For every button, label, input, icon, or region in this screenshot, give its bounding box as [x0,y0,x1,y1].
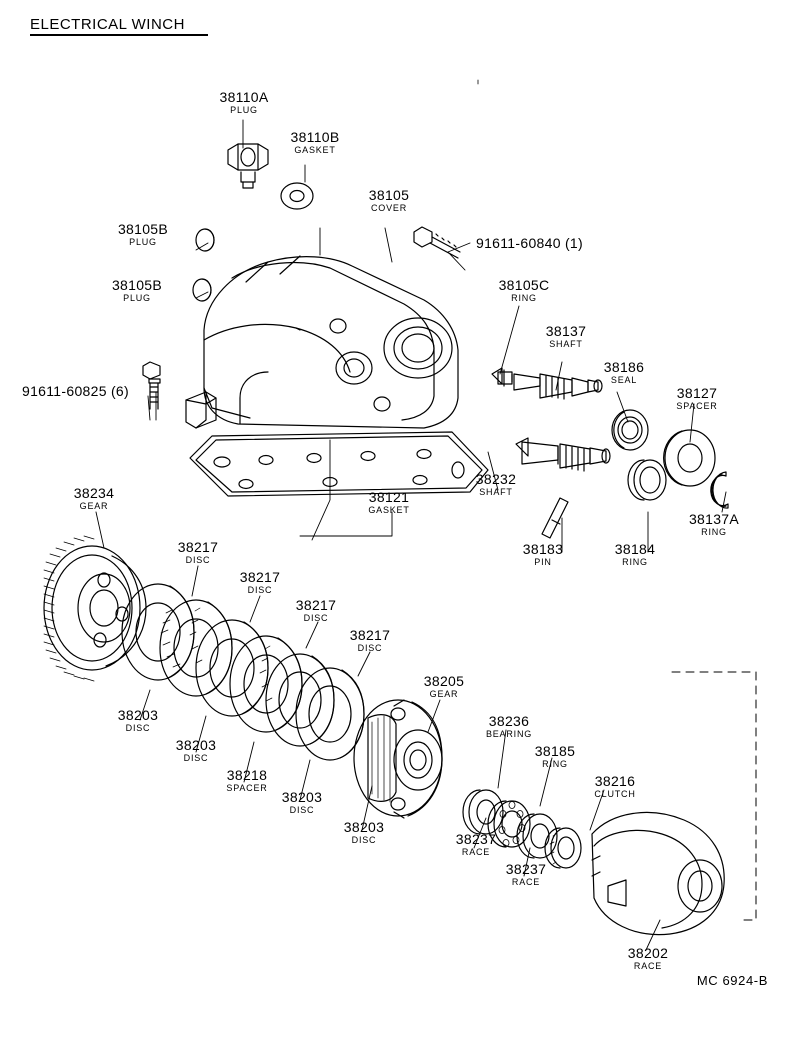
callout-38217-4: 38217 DISC [349,627,391,653]
callout-38105b-lower: 38105B PLUG [111,277,163,303]
callout-38232: 38232 SHAFT [475,471,517,497]
callout-38186: 38186 SEAL [603,359,645,385]
callout-38216: 38216 CLUTCH [594,773,636,799]
callout-38137: 38137 SHAFT [545,323,587,349]
callout-38202: 38202 RACE [627,945,669,971]
diagram-code: MC 6924-B [696,973,768,988]
callout-38203-3: 38203 DISC [281,789,323,815]
callout-38217-2: 38217 DISC [239,569,281,595]
callout-38137a: 38137A RING [688,511,740,537]
callout-38110a: 38110A PLUG [219,89,269,115]
callout-38203-2: 38203 DISC [175,737,217,763]
callout-38203-4: 38203 DISC [343,819,385,845]
callout-38185: 38185 RING [534,743,576,769]
page-title: ELECTRICAL WINCH [30,16,185,33]
callout-38105: 38105 COVER [368,187,410,213]
callout-38110b: 38110B GASKET [290,129,340,155]
callout-91611-60825: 91611-60825 (6) [22,383,129,399]
callout-38121: 38121 GASKET [368,489,410,515]
callout-38203-1: 38203 DISC [117,707,159,733]
callout-38183: 38183 PIN [522,541,564,567]
callout-38236: 38236 BEARING [485,713,533,739]
callout-38217-1: 38217 DISC [177,539,219,565]
callout-91611-60840: 91611-60840 (1) [476,235,583,251]
callout-38127: 38127 SPACER [676,385,718,411]
callout-38205: 38205 GEAR [423,673,465,699]
callout-38105c: 38105C RING [498,277,550,303]
callout-38234: 38234 GEAR [73,485,115,511]
callout-38105b-upper: 38105B PLUG [117,221,169,247]
callout-38218: 38218 SPACER [226,767,268,793]
callout-38237-1: 38237 RACE [455,831,497,857]
callout-38184: 38184 RING [614,541,656,567]
callout-38217-3: 38217 DISC [295,597,337,623]
callout-38237-2: 38237 RACE [505,861,547,887]
